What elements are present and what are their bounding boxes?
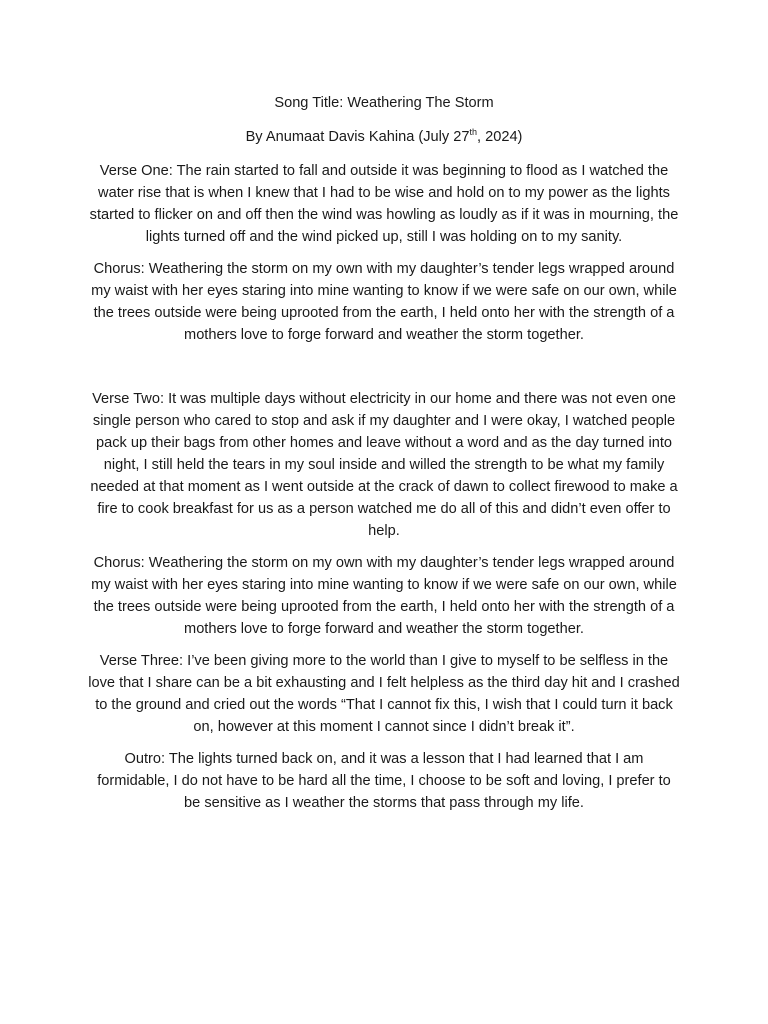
byline-superscript: th — [469, 127, 477, 138]
song-title: Song Title: Weathering The Storm — [274, 95, 494, 111]
author-byline — [88, 126, 680, 148]
chorus-second: Chorus: Weathering the storm on my own with my daughter’s tender legs wrapped around my waist with her eyes staring into mine wanting to know if we were safe on our own, while the trees outside were being uprooted from the earth, I held onto her with the strength of a mothers love to forge forward and weather the storm together. — [91, 555, 677, 637]
verse-three: Verse Three: I’ve been giving more to the world than I give to myself to be selfless in the love that I share can be a bit exhausting and I felt helpless as the third day hit and I crashed to the ground and cried out the words “That I cannot fix this, I wish that I could turn it back on, however at this moment I cannot since I didn’t break it”. — [88, 653, 680, 735]
byline-suffix: , 2024) — [476, 129, 523, 145]
byline-prefix: By Anumaat Davis Kahina (July 27 — [245, 129, 470, 145]
verse-two: Verse Two: It was multiple days without electricity in our home and there was not even one single person who cared to stop and ask if my daughter and I were okay, I watched people pack up their bags from other homes and leave without a word and as the day turned into night, I still held the tears in my soul inside and willed the strength to be what my family needed at that moment as I went outside at the crack of dawn to collect firewood to make a fire to cook breakfast for us as a person watched me do all of this and didn’t even offer to help. — [90, 391, 678, 539]
verse-one: Verse One: The rain started to fall and outside it was beginning to flood as I watched the water rise that is when I knew that I had to be wise and hold on to my power as the lights started to flicker on and off then the wind was howling as loudly as if it was in mourning, the lights turned off and the wind picked up, still I was holding on to my sanity. — [89, 163, 679, 245]
chorus-first: Chorus: Weathering the storm on my own with my daughter’s tender legs wrapped around my waist with her eyes staring into mine wanting to know if we were safe on our own, while the trees outside were being uprooted from the earth, I held onto her with the strength of a mothers love to forge forward and weather the storm together. — [91, 261, 677, 343]
outro: Outro: The lights turned back on, and it was a lesson that I had learned that I am formidable, I do not have to be hard all the time, I choose to be soft and loving, I prefer to be sensitive as I weather the storms that pass through my life. — [97, 751, 671, 811]
document-body — [88, 92, 680, 824]
blank-line-spacer — [88, 356, 680, 388]
